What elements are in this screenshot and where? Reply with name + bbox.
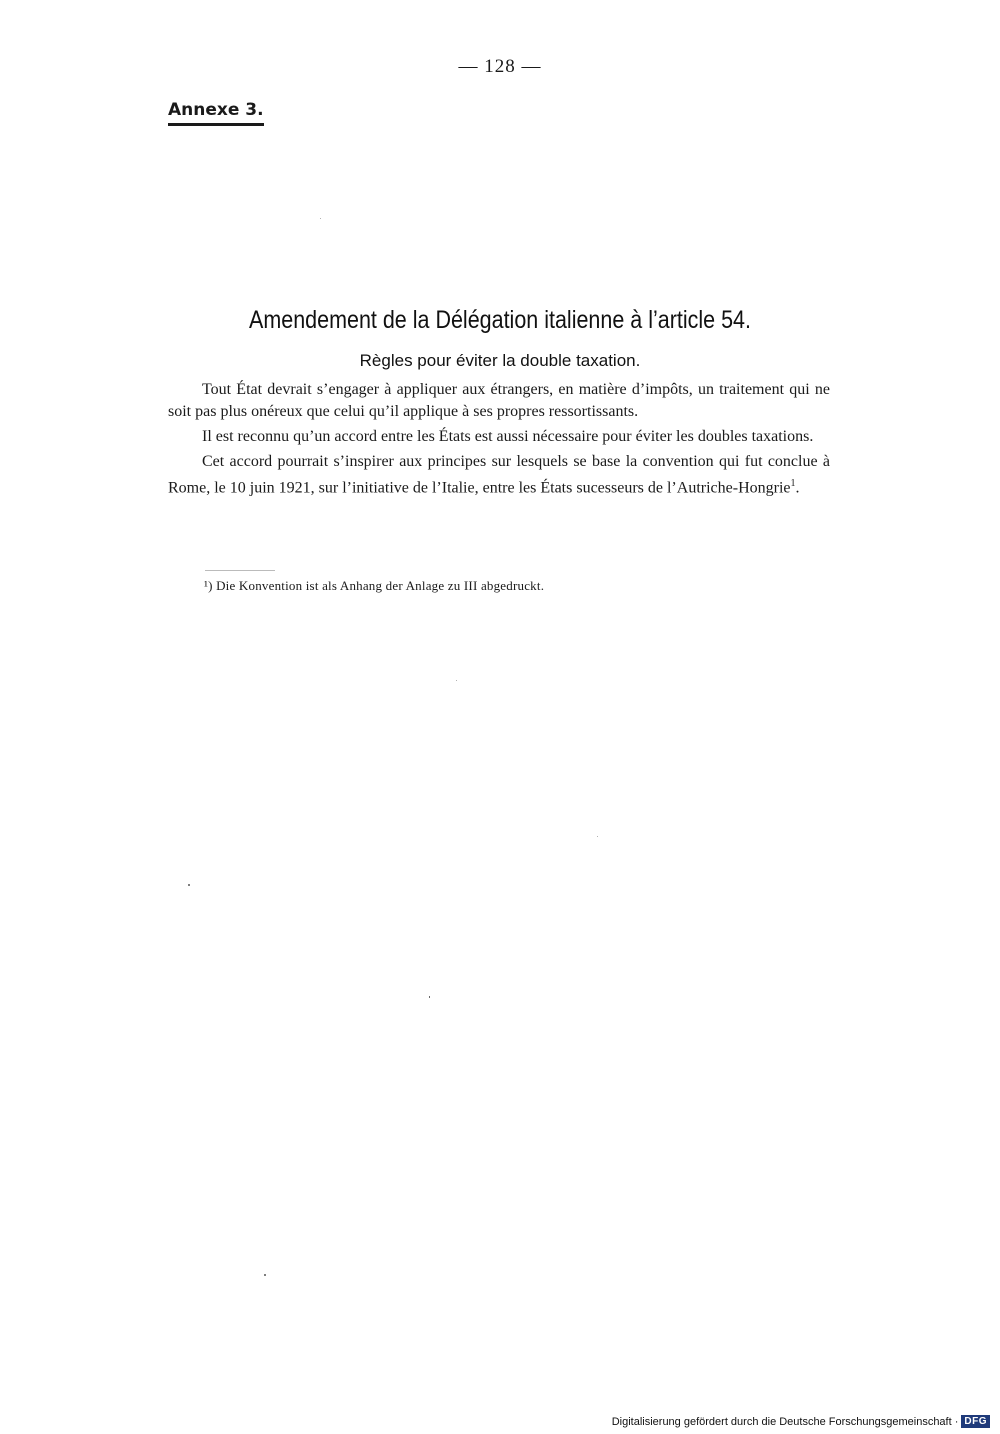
footnote [204, 578, 544, 594]
footnote-text: Die Konvention ist als Anhang der Anlage zu III abgedruckt. [216, 578, 545, 593]
scan-speck [188, 884, 190, 886]
digitization-credit [612, 1415, 990, 1428]
footnote-reference: 1 [790, 478, 796, 489]
footnote-marker: ¹) [204, 578, 213, 593]
document-title: Amendement de la Délégation italienne à l’article 54. [249, 306, 751, 334]
dfg-logo: DFG [961, 1415, 990, 1428]
scan-speck [597, 836, 598, 837]
annexe-label: Annexe 3. [168, 100, 264, 126]
scan-speck [320, 218, 321, 219]
paragraph-2: Il est reconnu qu’un accord entre les États est aussi nécessaire pour éviter les doubles taxations. [202, 428, 814, 445]
paragraph-1: Tout État devrait s’engager à appliquer aux étrangers, en matière d’impôts, un traitement qui ne soit pas plus onéreux que celui qu’il applique à ses propres ressortissants. [168, 381, 830, 420]
paragraph-3 [168, 451, 830, 499]
credit-text: Digitalisierung gefördert durch die Deutsche Forschungsgemeinschaft · [611, 1415, 959, 1428]
document-subtitle: Règles pour éviter la double taxation. [359, 351, 641, 370]
footnote-divider [205, 570, 275, 571]
page-number: — 128 — [458, 56, 542, 77]
scan-speck [264, 1274, 266, 1276]
scan-speck [429, 996, 430, 998]
body-text [168, 379, 830, 502]
scan-speck [456, 680, 457, 681]
paragraph-3-text: Cet accord pourrait s’inspirer aux principes sur lesquels se base la convention qui fut conclue à Rome, le 10 juin 1921, sur l’initiative de l’Italie, entre les États sucesseurs de l’Autriche-Hongrie [168, 453, 830, 497]
paragraph-3-end: . [795, 479, 800, 497]
